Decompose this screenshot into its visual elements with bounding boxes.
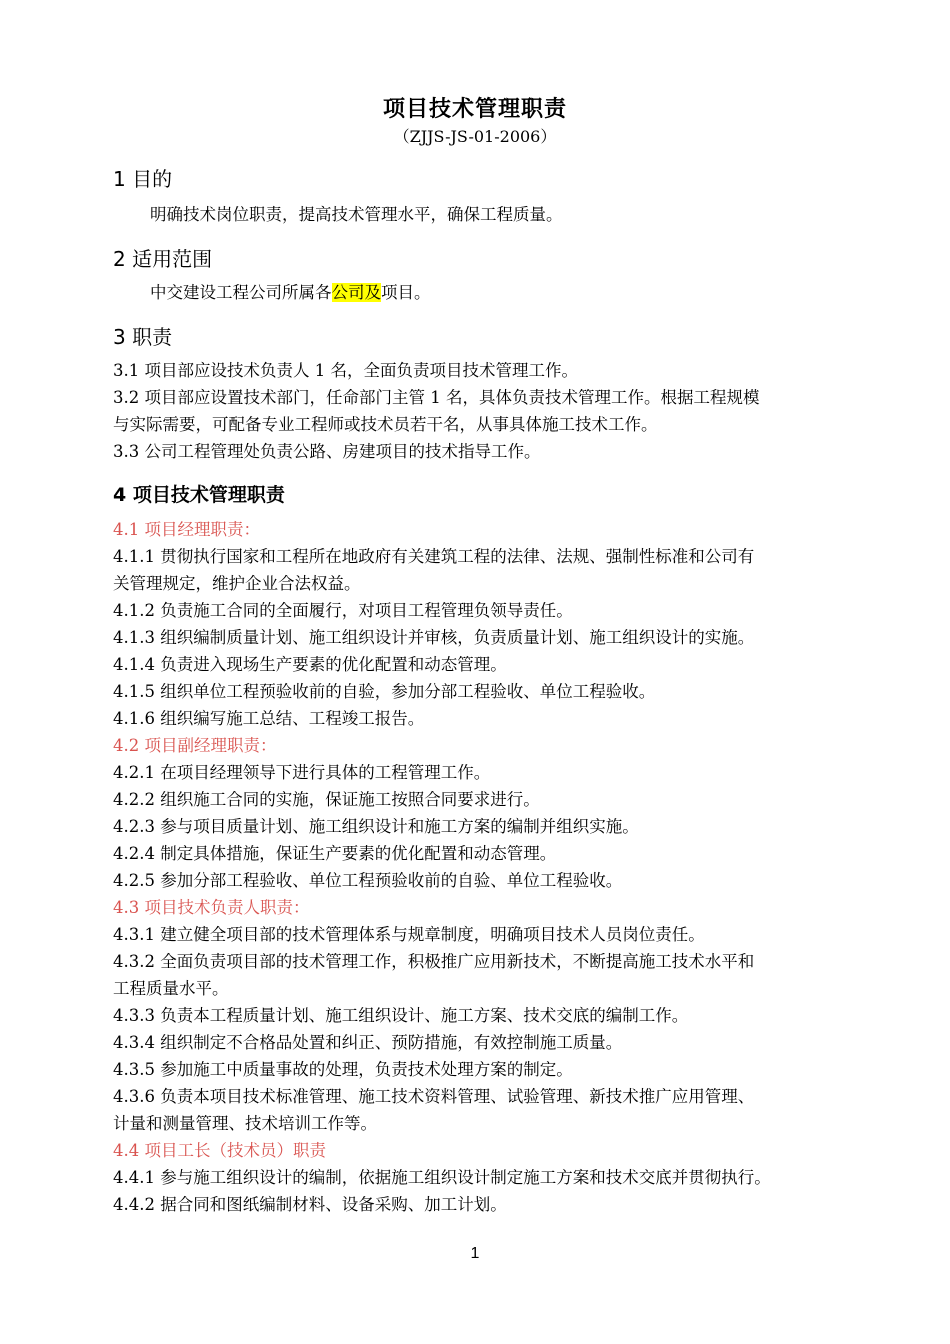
clause-4-3-2-line2: 工程质量水平。 xyxy=(113,979,229,998)
highlighted-text: 公司及 xyxy=(331,283,381,302)
clause-4-3-6-line2: 计量和测量管理、技术培训工作等。 xyxy=(113,1114,377,1133)
clause-4-1-5: 4.1.5 组织单位工程预验收前的自验，参加分部工程验收、单位工程验收。 xyxy=(113,682,656,701)
clause-4-2-5: 4.2.5 参加分部工程验收、单位工程预验收前的自验、单位工程验收。 xyxy=(113,871,623,890)
clause-4-1-1-line1: 4.1.1 贯彻执行国家和工程所在地政府有关建筑工程的法律、法规、强制性标准和公司有 xyxy=(113,547,755,566)
clause-4-1-4: 4.1.4 负责进入现场生产要素的优化配置和动态管理。 xyxy=(113,655,507,674)
document-title: 项目技术管理职责 xyxy=(382,97,567,122)
section-2-text-after: 项目。 xyxy=(381,283,431,302)
clause-4-2-2: 4.2.2 组织施工合同的实施，保证施工按照合同要求进行。 xyxy=(113,790,540,809)
clause-4-3-3: 4.3.3 负责本工程质量计划、施工组织设计、施工方案、技术交底的编制工作。 xyxy=(113,1006,689,1025)
section-2-heading: 2 适用范围 xyxy=(113,247,213,271)
section-2-text xyxy=(150,280,431,306)
clause-4-4-1: 4.4.1 参与施工组织设计的编制，依据施工组织设计制定施工方案和技术交底并贯彻执行。 xyxy=(113,1168,771,1187)
section-1-heading: 1 目的 xyxy=(113,167,173,191)
clause-4-3-6-line1: 4.3.6 负责本项目技术标准管理、施工技术资料管理、试验管理、新技术推广应用管理、 xyxy=(113,1087,755,1106)
clause-4-3-2-line1: 4.3.2 全面负责项目部的技术管理工作，积极推广应用新技术，不断提高施工技术水平和 xyxy=(113,952,755,971)
clause-4-2-4: 4.2.4 制定具体措施，保证生产要素的优化配置和动态管理。 xyxy=(113,844,557,863)
clause-3-2-line2: 与实际需要，可配备专业工程师或技术员若干名，从事具体施工技术工作。 xyxy=(113,415,658,434)
section-1-text: 明确技术岗位职责，提高技术管理水平，确保工程质量。 xyxy=(150,205,563,224)
clause-4-2-1: 4.2.1 在项目经理领导下进行具体的工程管理工作。 xyxy=(113,763,491,782)
clause-3-1: 3.1 项目部应设技术负责人 1 名，全面负责项目技术管理工作。 xyxy=(113,361,578,380)
page-number: 1 xyxy=(470,1245,480,1262)
document-code: （ZJJS-JS-01-2006） xyxy=(393,127,557,146)
clause-3-3: 3.3 公司工程管理处负责公路、房建项目的技术指导工作。 xyxy=(113,442,541,461)
clause-4-1-6: 4.1.6 组织编写施工总结、工程竣工报告。 xyxy=(113,709,425,728)
section-4-heading: 4 项目技术管理职责 xyxy=(113,484,285,506)
clause-4-2-3: 4.2.3 参与项目质量计划、施工组织设计和施工方案的编制并组织实施。 xyxy=(113,817,639,836)
clause-4-1-1-line2: 关管理规定，维护企业合法权益。 xyxy=(113,574,361,593)
clause-4-3-5: 4.3.5 参加施工中质量事故的处理，负责技术处理方案的制定。 xyxy=(113,1060,573,1079)
subsection-4-4-heading: 4.4 项目工长（技术员）职责 xyxy=(113,1141,326,1160)
subsection-4-2-heading: 4.2 项目副经理职责： xyxy=(113,736,277,755)
subsection-4-3-heading: 4.3 项目技术负责人职责： xyxy=(113,898,310,917)
section-3-heading: 3 职责 xyxy=(113,325,173,349)
clause-4-3-4: 4.3.4 组织制定不合格品处置和纠正、预防措施，有效控制施工质量。 xyxy=(113,1033,623,1052)
subsection-4-1-heading: 4.1 项目经理职责： xyxy=(113,520,260,539)
clause-4-3-1: 4.3.1 建立健全项目部的技术管理体系与规章制度，明确项目技术人员岗位责任。 xyxy=(113,925,705,944)
section-2-text-before: 中交建设工程公司所属各 xyxy=(150,283,332,302)
clause-4-4-2: 4.4.2 据合同和图纸编制材料、设备采购、加工计划。 xyxy=(113,1195,507,1214)
clause-4-1-3: 4.1.3 组织编制质量计划、施工组织设计并审核，负责质量计划、施工组织设计的实施。 xyxy=(113,628,755,647)
clause-4-1-2: 4.1.2 负责施工合同的全面履行，对项目工程管理负领导责任。 xyxy=(113,601,573,620)
clause-3-2-line1: 3.2 项目部应设置技术部门，任命部门主管 1 名，具体负责技术管理工作。根据工程规模 xyxy=(113,388,760,407)
